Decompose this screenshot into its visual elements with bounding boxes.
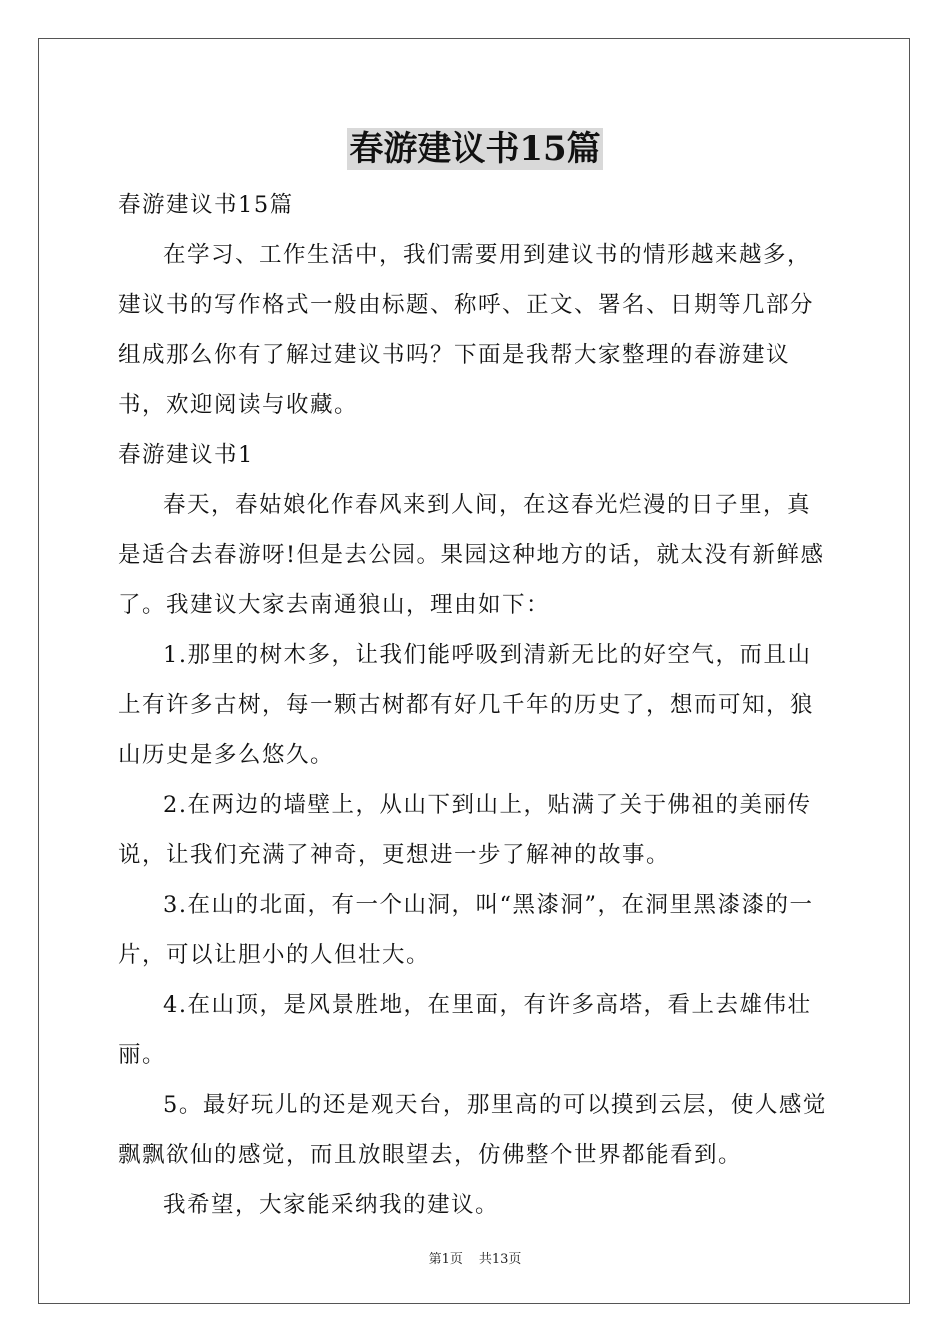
subtitle-line: 春游建议书15篇 xyxy=(118,192,294,218)
document-title: 春游建议书15篇 xyxy=(349,129,601,169)
page-number: 第1页 xyxy=(428,1252,463,1267)
page-total: 共13页 xyxy=(478,1252,522,1267)
list-item-2: 2.在两边的墙壁上，从山下到山上，贴满了关于佛祖的美丽传说，让我们充满了神奇，更想进一步了解神的故事。 xyxy=(118,792,812,868)
list-item-1: 1.那里的树木多，让我们能呼吸到清新无比的好空气，而且山上有许多古树，每一颗古树都有好几千年的历史了，想而可知，狼山历史是多么悠久。 xyxy=(118,642,815,768)
intro-paragraph: 在学习、工作生活中，我们需要用到建议书的情形越来越多，建议书的写作格式一般由标题、称呼、正文、署名、日期等几部分组成那么你有了解过建议书吗？下面是我帮大家整理的春游建议书，欢迎阅读与收藏。 xyxy=(118,242,815,418)
title-container xyxy=(0,128,950,170)
section-heading: 春游建议书1 xyxy=(118,442,254,468)
list-item-5: 5。最好玩儿的还是观天台，那里高的可以摸到云层，使人感觉飘飘欲仙的感觉，而且放眼望去，仿佛整个世界都能看到。 xyxy=(118,1092,827,1168)
page-footer xyxy=(0,1248,950,1267)
list-item-4: 4.在山顶，是风景胜地，在里面，有许多高塔，看上去雄伟壮丽。 xyxy=(118,992,812,1068)
list-item-3: 3.在山的北面，有一个山洞，叫“黑漆洞”，在洞里黑漆漆的一片，可以让胆小的人但壮大。 xyxy=(118,892,814,968)
document-body xyxy=(118,180,834,1230)
closing-paragraph: 我希望，大家能采纳我的建议。 xyxy=(163,1192,500,1218)
body-paragraph: 春天，春姑娘化作春风来到人间，在这春光烂漫的日子里，真是适合去春游呀!但是去公园。果园这种地方的话，就太没有新鲜感了。我建议大家去南通狼山，理由如下： xyxy=(118,492,825,618)
